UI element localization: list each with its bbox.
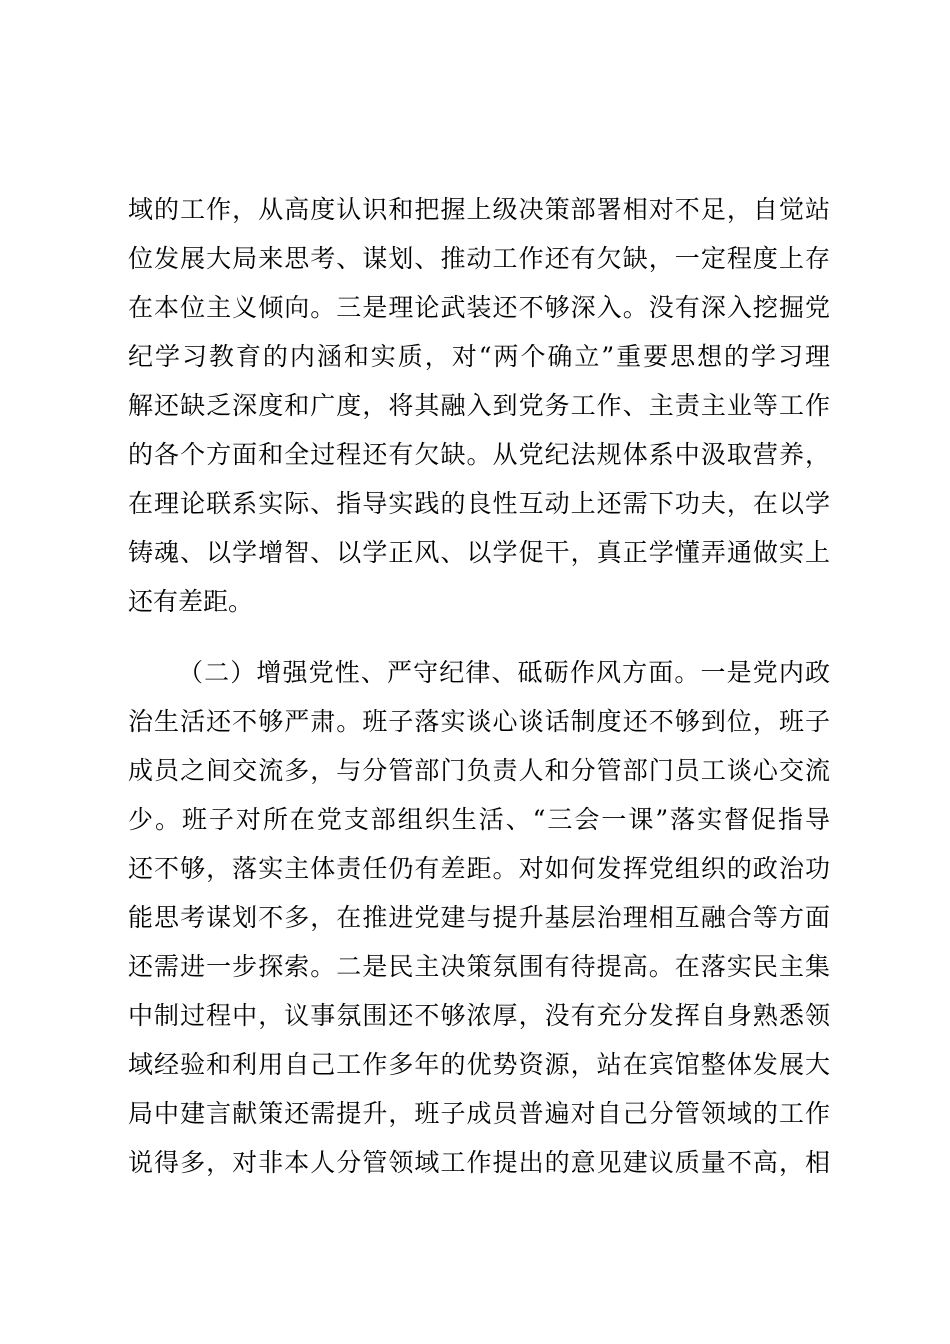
text-line: 在本位主义倾向。三是理论武装还不够深入。没有深入挖掘党 xyxy=(128,293,830,322)
body-text xyxy=(128,185,830,1187)
text-line: 成员之间交流多，与分管部门负责人和分管部门员工谈心交流 xyxy=(128,756,830,785)
text-line: 还不够，落实主体责任仍有差距。对如何发挥党组织的政治功 xyxy=(128,854,830,883)
text-line: 铸魂、以学增智、以学正风、以学促干，真正学懂弄通做实上 xyxy=(128,538,830,567)
paragraph-gap xyxy=(128,626,830,648)
text-line: 解还缺乏深度和广度，将其融入到党务工作、主责主业等工作 xyxy=(128,391,830,420)
text-line: 域经验和利用自己工作多年的优势资源，站在宾馆整体发展大 xyxy=(128,1050,830,1079)
text-line: 治生活还不够严肃。班子落实谈心谈话制度还不够到位，班子 xyxy=(128,707,830,736)
text-line: 说得多，对非本人分管领域工作提出的意见建议质量不高，相 xyxy=(128,1148,830,1177)
text-line: 纪学习教育的内涵和实质，对“两个确立”重要思想的学习理 xyxy=(128,342,830,371)
text-line: 域的工作，从高度认识和把握上级决策部署相对不足，自觉站 xyxy=(128,195,830,224)
text-line: 能思考谋划不多，在推进党建与提升基层治理相互融合等方面 xyxy=(128,903,830,932)
text-line: 的各个方面和全过程还有欠缺。从党纪法规体系中汲取营养， xyxy=(128,440,830,469)
text-line: 少。班子对所在党支部组织生活、“三会一课”落实督促指导 xyxy=(128,805,830,834)
text-line: 在理论联系实际、指导实践的良性互动上还需下功夫，在以学 xyxy=(128,489,830,518)
paragraph-2 xyxy=(128,648,830,1187)
text-line: 局中建言献策还需提升，班子成员普遍对自己分管领域的工作 xyxy=(128,1099,830,1128)
text-line: （二）增强党性、严守纪律、砥砺作风方面。一是党内政 xyxy=(178,658,830,687)
paragraph-1 xyxy=(128,185,830,626)
text-line: 还需进一步探索。二是民主决策氛围有待提高。在落实民主集 xyxy=(128,952,830,981)
text-line: 位发展大局来思考、谋划、推动工作还有欠缺，一定程度上存 xyxy=(128,244,830,273)
text-line: 还有差距。 xyxy=(128,587,254,616)
text-line: 中制过程中，议事氛围还不够浓厚，没有充分发挥自身熟悉领 xyxy=(128,1001,830,1030)
